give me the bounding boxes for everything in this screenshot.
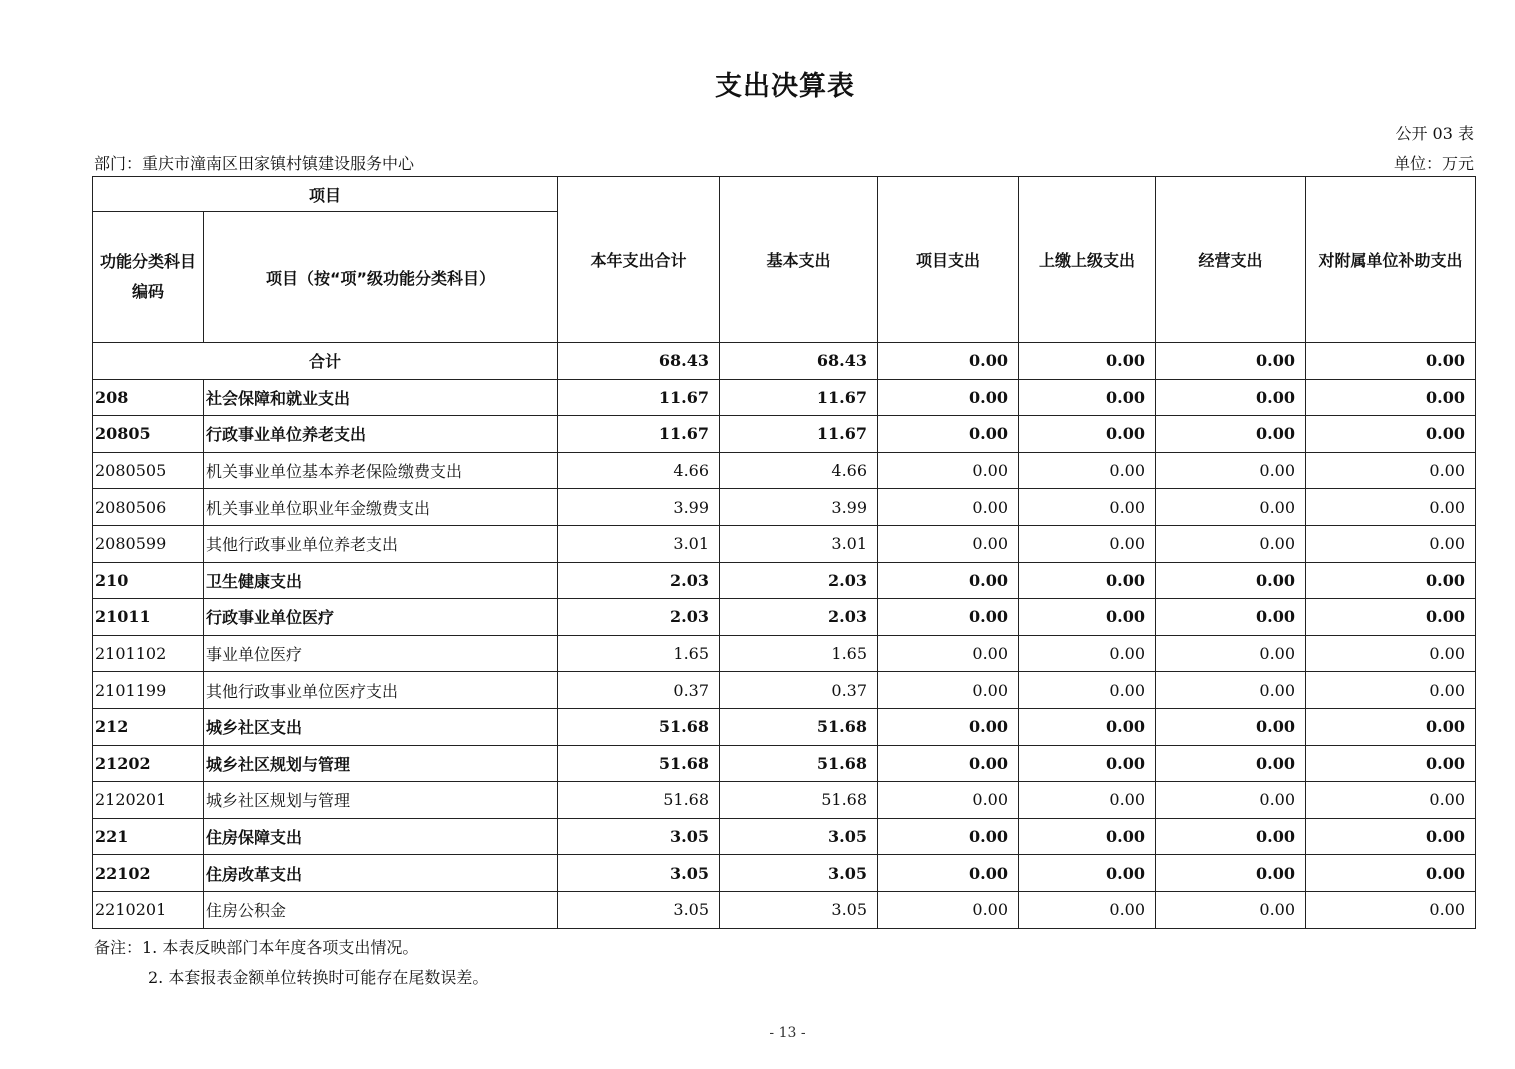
row-value: 0.00 [878,745,1019,782]
table-row [93,891,1476,928]
row-value: 0.00 [878,818,1019,855]
total-cell: 0.00 [1156,343,1306,380]
note-1: 备注：1. 本表反映部门本年度各项支出情况。 [94,938,419,957]
row-value: 0.00 [1019,599,1156,636]
row-value: 3.05 [558,818,720,855]
row-value: 51.68 [558,745,720,782]
row-value: 2.03 [720,562,878,599]
row-value: 0.00 [878,672,1019,709]
row-value: 0.00 [1156,416,1306,453]
header-basic: 基本支出 [720,177,878,343]
row-code: 21202 [93,745,204,782]
row-code: 2080506 [93,489,204,526]
row-value: 0.00 [878,525,1019,562]
total-cell: 68.43 [720,343,878,380]
row-name: 住房保障支出 [204,818,558,855]
row-value: 51.68 [720,708,878,745]
row-code: 20805 [93,416,204,453]
row-value: 0.00 [1156,855,1306,892]
table-row [93,489,1476,526]
header-code: 功能分类科目编码 [93,212,204,343]
row-code: 2120201 [93,782,204,819]
row-code: 208 [93,379,204,416]
row-value: 2.03 [558,562,720,599]
table-row [93,562,1476,599]
table-row [93,379,1476,416]
row-name: 行政事业单位养老支出 [204,416,558,453]
row-value: 0.00 [1306,672,1476,709]
row-value: 0.00 [878,489,1019,526]
total-label: 合计 [93,343,558,380]
header-item: 项目 [93,177,558,212]
row-value: 0.00 [1156,525,1306,562]
row-name: 事业单位医疗 [204,635,558,672]
row-name: 其他行政事业单位医疗支出 [204,672,558,709]
header-name: 项目（按“项”级功能分类科目） [204,212,558,343]
row-value: 51.68 [558,782,720,819]
row-value: 0.00 [1306,708,1476,745]
row-code: 2080599 [93,525,204,562]
total-row [93,343,1476,380]
table-row [93,635,1476,672]
row-name: 卫生健康支出 [204,562,558,599]
total-cell: 68.43 [558,343,720,380]
row-value: 0.00 [1306,891,1476,928]
row-value: 11.67 [558,416,720,453]
table-row [93,416,1476,453]
row-value: 0.00 [1019,782,1156,819]
row-value: 0.00 [1019,379,1156,416]
row-value: 0.00 [878,708,1019,745]
row-name: 机关事业单位基本养老保险缴费支出 [204,452,558,489]
row-value: 0.00 [1306,452,1476,489]
row-value: 3.99 [558,489,720,526]
notes [94,933,488,993]
page-title: 支出决算表 [715,71,855,102]
row-value: 0.00 [1156,489,1306,526]
row-value: 0.00 [1156,708,1306,745]
row-name: 城乡社区规划与管理 [204,745,558,782]
row-code: 21011 [93,599,204,636]
header-total: 本年支出合计 [558,177,720,343]
row-value: 0.00 [1019,635,1156,672]
table-code-label: 公开 03 表 [1395,124,1474,143]
row-value: 0.00 [878,562,1019,599]
row-code: 2101199 [93,672,204,709]
header-business: 经营支出 [1156,177,1306,343]
row-value: 3.05 [558,891,720,928]
row-value: 0.00 [1019,745,1156,782]
header-project: 项目支出 [878,177,1019,343]
row-value: 0.00 [1156,818,1306,855]
row-value: 11.67 [720,416,878,453]
table-row [93,818,1476,855]
row-value: 0.00 [1156,562,1306,599]
row-value: 0.00 [1306,599,1476,636]
row-code: 212 [93,708,204,745]
row-value: 0.00 [1019,672,1156,709]
row-value: 0.00 [1156,635,1306,672]
row-value: 0.00 [878,855,1019,892]
row-value: 1.65 [720,635,878,672]
row-value: 3.05 [720,891,878,928]
row-value: 0.00 [1019,525,1156,562]
header-upper: 上缴上级支出 [1019,177,1156,343]
row-value: 0.00 [878,891,1019,928]
row-value: 11.67 [720,379,878,416]
row-value: 0.00 [878,379,1019,416]
row-value: 4.66 [720,452,878,489]
total-cell: 0.00 [1306,343,1476,380]
row-code: 2080505 [93,452,204,489]
row-value: 11.67 [558,379,720,416]
row-value: 3.05 [558,855,720,892]
row-value: 0.00 [1156,452,1306,489]
table-row [93,452,1476,489]
unit-label: 单位：万元 [1393,154,1474,173]
row-name: 行政事业单位医疗 [204,599,558,636]
row-value: 2.03 [720,599,878,636]
table-row [93,782,1476,819]
row-value: 1.65 [558,635,720,672]
row-value: 0.00 [1306,818,1476,855]
table-row [93,672,1476,709]
row-value: 0.37 [558,672,720,709]
department-label: 部门：重庆市潼南区田家镇村镇建设服务中心 [94,154,415,173]
row-value: 0.00 [1156,599,1306,636]
row-value: 0.00 [1306,782,1476,819]
row-value: 0.00 [1306,379,1476,416]
table-row [93,525,1476,562]
row-value: 4.66 [558,452,720,489]
row-name: 住房公积金 [204,891,558,928]
row-value: 0.00 [878,452,1019,489]
row-value: 0.00 [878,416,1019,453]
row-value: 0.00 [1306,416,1476,453]
row-value: 0.00 [1156,745,1306,782]
row-code: 210 [93,562,204,599]
row-name: 城乡社区规划与管理 [204,782,558,819]
row-value: 0.00 [878,599,1019,636]
row-value: 0.00 [1306,855,1476,892]
row-value: 0.00 [1019,855,1156,892]
row-value: 0.00 [1156,672,1306,709]
row-value: 51.68 [558,708,720,745]
row-value: 0.00 [1019,891,1156,928]
table-row [93,599,1476,636]
row-name: 社会保障和就业支出 [204,379,558,416]
row-value: 3.01 [720,525,878,562]
row-value: 3.05 [720,855,878,892]
table-row [93,745,1476,782]
row-value: 0.00 [1019,818,1156,855]
table-row [93,708,1476,745]
row-value: 2.03 [558,599,720,636]
row-value: 0.00 [1156,782,1306,819]
row-value: 0.00 [1019,562,1156,599]
row-code: 221 [93,818,204,855]
row-value: 0.00 [1306,489,1476,526]
row-value: 0.00 [1019,452,1156,489]
row-code: 2101102 [93,635,204,672]
row-value: 0.00 [1019,489,1156,526]
row-value: 0.00 [1019,708,1156,745]
row-value: 3.05 [720,818,878,855]
row-value: 0.00 [1306,745,1476,782]
row-value: 51.68 [720,782,878,819]
table-row [93,855,1476,892]
total-cell: 0.00 [1019,343,1156,380]
row-value: 0.00 [1019,416,1156,453]
table-body [93,343,1476,929]
row-value: 3.01 [558,525,720,562]
row-code: 2210201 [93,891,204,928]
row-value: 0.00 [1306,525,1476,562]
row-name: 城乡社区支出 [204,708,558,745]
row-name: 机关事业单位职业年金缴费支出 [204,489,558,526]
row-code: 22102 [93,855,204,892]
row-name: 住房改革支出 [204,855,558,892]
total-cell: 0.00 [878,343,1019,380]
expenditure-table [92,176,1476,929]
note-2: 2. 本套报表金额单位转换时可能存在尾数误差。 [148,968,489,987]
row-name: 其他行政事业单位养老支出 [204,525,558,562]
row-value: 51.68 [720,745,878,782]
row-value: 3.99 [720,489,878,526]
row-value: 0.00 [1306,562,1476,599]
row-value: 0.00 [1156,891,1306,928]
row-value: 0.00 [1156,379,1306,416]
row-value: 0.00 [1306,635,1476,672]
row-value: 0.37 [720,672,878,709]
header-subsidy: 对附属单位补助支出 [1306,177,1476,343]
row-value: 0.00 [878,782,1019,819]
page-number: - 13 - [769,1025,806,1041]
row-value: 0.00 [878,635,1019,672]
